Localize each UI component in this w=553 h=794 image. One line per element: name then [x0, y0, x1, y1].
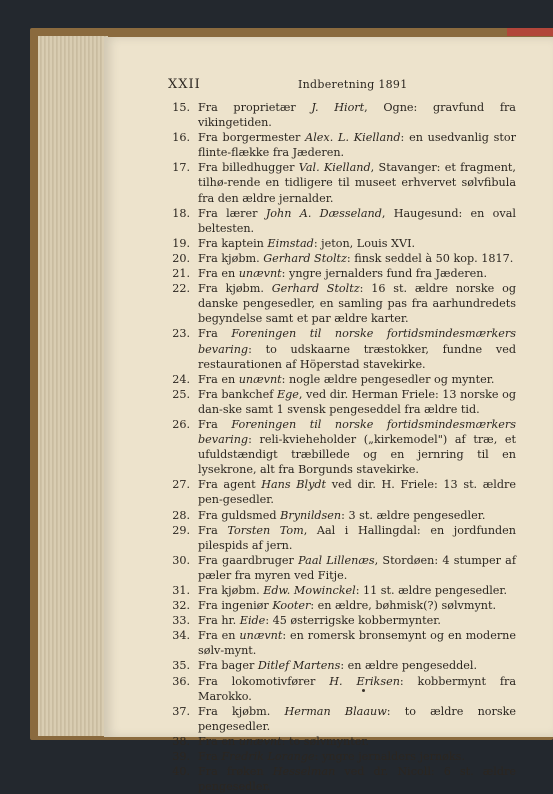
entry-text — [198, 266, 516, 281]
entry-description: ved dr. Nicoll: 6 st. ældre pengesedler. — [198, 765, 516, 794]
list-item — [166, 100, 516, 130]
running-title: Indberetning 1891 — [298, 78, 408, 91]
entry-description: : 3 st. ældre pengesedler. — [341, 508, 486, 522]
entry-text — [198, 372, 516, 387]
entry-prefix: Fra — [198, 523, 228, 537]
entry-donor-name: Kooter — [272, 599, 311, 613]
entry-text — [198, 206, 516, 236]
entry-description: : jeton, Louis XVI. — [313, 236, 416, 250]
entry-text — [198, 160, 516, 205]
entry-prefix: Fra kjøbm. — [198, 251, 264, 265]
entry-number: 20. — [172, 251, 190, 265]
entry-prefix: Fra en — [198, 267, 239, 281]
entry-prefix: Fra en — [198, 734, 239, 748]
entry-number: 33. — [172, 614, 190, 628]
list-item — [166, 734, 516, 749]
entry-description: : to sølvmynter. — [281, 734, 370, 748]
entry-number: 16. — [172, 131, 190, 145]
entry-prefix: Fra guldsmed — [198, 508, 281, 522]
entry-number: 28. — [172, 508, 190, 522]
entry-number: 29. — [172, 523, 190, 537]
entry-number: 26. — [172, 417, 190, 431]
entry-text — [198, 523, 516, 553]
entry-donor-name: Brynildsen — [280, 508, 342, 522]
entry-description: , Stavanger: et fragment, tilhø-rende en tidligere til museet erhvervet sølvfibula fra den ældre jernalder. — [198, 161, 516, 205]
entry-description: : reli-kvieheholder („kirkemodel") af træ, et ufuldstændigt træbillede og en jernring til en lysekrone, alt fra Borgunds stavekirke. — [198, 433, 516, 477]
entry-prefix: Fra proprietær — [198, 101, 312, 114]
entry-prefix: Fra en — [198, 629, 240, 643]
entry-prefix: Fra frøken — [198, 765, 273, 779]
entry-text — [198, 583, 516, 598]
entry-number: 39. — [172, 750, 190, 764]
entry-description: , ved dir. Herman Friele: 13 norske og dan-ske samt 1 svensk pengeseddel fra ældre tid. — [198, 387, 516, 416]
list-item — [166, 130, 516, 160]
list-item — [166, 206, 516, 236]
entry-description: : en usedvanlig stor flinte-flække fra Jæderen. — [198, 131, 517, 160]
entry-donor-name: Fredrik Lorange — [221, 750, 315, 764]
ink-dot — [362, 689, 365, 692]
entry-donor-name: Paal Lillenæs — [298, 553, 375, 567]
entry-donor-name: Hesselman — [272, 765, 336, 779]
entry-text — [198, 417, 516, 477]
entry-prefix: Fra lærer — [198, 206, 266, 220]
entry-number: 30. — [172, 553, 190, 567]
entry-description: : to ældre norske pengesedler. — [198, 704, 517, 733]
entry-text — [198, 236, 516, 251]
entry-description: : 16 st. ældre norske og danske pengesedler, en samling pas fra aarhundredets begyndelse samt et par ældre karter. — [198, 282, 516, 326]
list-item — [166, 583, 516, 598]
entry-text — [198, 508, 516, 523]
entry-prefix: Fra agent — [198, 478, 262, 492]
entry-prefix: Fra — [198, 327, 232, 341]
entry-number: 21. — [172, 267, 190, 281]
book-spine-label — [507, 28, 553, 36]
entry-donor-name: Eimstad — [267, 236, 314, 250]
entry-number: 32. — [172, 599, 190, 613]
entry-description: : finsk seddel à 50 kop. 1817. — [346, 251, 514, 265]
entry-donor-name: Foreningen til norske fortidsmindesmærkers bevaring — [198, 417, 516, 447]
entry-description: : en ældre pengeseddel. — [340, 659, 478, 673]
entry-donor-name: Ditlef Martens — [257, 659, 341, 673]
entry-donor-name: Foreningen til norske fortidsmindesmærkers bevaring — [198, 327, 516, 356]
entry-donor-name: Torsten Tom — [227, 523, 304, 537]
entry-donor-name: Hans Blydt — [261, 478, 327, 492]
entry-number: 19. — [172, 236, 190, 250]
entry-text — [198, 628, 516, 658]
entry-description: : yngre jernalders jernøks. — [314, 750, 465, 764]
entry-text — [198, 477, 516, 507]
entry-donor-name: J. Hiort — [311, 101, 365, 114]
list-item — [166, 236, 516, 251]
entry-text — [198, 734, 516, 749]
entry-donor-name: H. Eriksen — [329, 674, 400, 688]
entry-prefix: Fra kaptein — [198, 236, 268, 250]
entry-prefix: Fra ingeniør — [198, 599, 273, 613]
entry-description: ved dir. H. Friele: 13 st. ældre pen-gesedler. — [198, 478, 516, 507]
entry-prefix: Fra borgermester — [198, 131, 306, 145]
entry-text — [198, 281, 516, 326]
entry-text — [198, 598, 516, 613]
list-item — [166, 628, 516, 658]
entry-text — [198, 613, 516, 628]
entry-prefix: Fra bankchef — [198, 387, 277, 401]
entry-text — [198, 251, 516, 266]
entry-prefix: Fra — [198, 417, 232, 431]
book-page — [104, 37, 553, 794]
entry-prefix: Fra lokomotivfører — [198, 674, 330, 688]
entry-description: : en ældre, bøhmisk(?) sølvmynt. — [310, 599, 497, 613]
list-item — [166, 372, 516, 387]
entry-donor-name: unævnt — [238, 372, 282, 386]
entry-prefix: Fra bager — [198, 659, 258, 673]
list-item — [166, 613, 516, 628]
entry-prefix: Fra kjøbm. — [198, 282, 272, 296]
entry-description: , Aal i Hallingdal: en jordfunden pilespids af jern. — [198, 523, 517, 552]
page-edges — [38, 36, 108, 736]
entry-number: 36. — [172, 674, 190, 688]
entry-number: 38. — [172, 734, 190, 748]
list-item — [166, 523, 516, 553]
list-item — [166, 251, 516, 266]
page-number: XXII — [168, 77, 201, 92]
entry-prefix: Fra billedhugger — [198, 161, 299, 175]
entry-donor-name: Herman Blaauw — [284, 704, 387, 718]
entry-text — [198, 130, 516, 160]
entry-prefix: Fra hr. — [198, 614, 240, 628]
page-header — [168, 77, 508, 93]
entry-number: 35. — [172, 659, 190, 673]
entry-description: : to udskaarne træstokker, fundne ved restaurationen af Höperstad stavekirke. — [198, 342, 516, 371]
entry-prefix: Fra — [198, 750, 222, 764]
list-item — [166, 658, 516, 673]
entry-donor-name: unævnt — [238, 267, 282, 281]
entry-number: 24. — [172, 372, 190, 386]
entry-description: , Ogne: gravfund fra vikingetiden. — [198, 101, 516, 130]
entry-number: 34. — [172, 629, 190, 643]
entry-number: 17. — [172, 161, 190, 175]
entry-prefix: Fra kjøbm. — [198, 704, 285, 718]
entry-text — [198, 387, 516, 417]
list-item — [166, 749, 516, 764]
entry-number: 23. — [172, 327, 190, 341]
list-item — [166, 764, 516, 794]
entry-text — [198, 749, 516, 764]
list-item — [166, 281, 516, 326]
list-item — [166, 508, 516, 523]
entry-description: : nogle ældre pengesedler og mynter. — [281, 372, 495, 386]
entry-donor-name: Gerhard Stoltz — [263, 251, 347, 265]
entry-donor-name: Alex. L. Kielland — [305, 131, 401, 145]
entry-description: , Haugesund: en oval beltesten. — [198, 206, 516, 235]
entry-number: 37. — [172, 704, 190, 718]
list-item — [166, 674, 516, 704]
entry-description: : 45 østerrigske kobbermynter. — [265, 614, 441, 628]
entry-donor-name: unævnt — [239, 629, 283, 643]
entry-donor-name: Val. Kielland — [298, 161, 371, 175]
entry-number: 31. — [172, 584, 190, 597]
list-item — [166, 160, 516, 205]
entry-donor-name: Gerhard Stoltz — [271, 282, 360, 296]
list-item — [166, 598, 516, 613]
entry-text — [198, 553, 516, 583]
entry-donor-name: John A. Dæsseland — [265, 206, 382, 220]
entry-donor-name: unævnt — [238, 734, 282, 748]
entry-description: : kobbermynt fra Marokko. — [198, 674, 517, 703]
entry-prefix: Fra en — [198, 372, 239, 386]
entry-number: 27. — [172, 478, 190, 492]
list-item — [166, 477, 516, 507]
entry-donor-name: Edw. Mowinckel — [263, 584, 356, 597]
entry-donor-name: Ege — [276, 387, 299, 401]
entry-prefix: Fra gaardbruger — [198, 553, 299, 567]
list-item — [166, 417, 516, 477]
list-item — [166, 266, 516, 281]
entry-number: 15. — [172, 101, 190, 114]
list-item — [166, 704, 516, 734]
entry-text — [198, 658, 516, 673]
entry-text — [198, 764, 516, 794]
list-item — [166, 326, 516, 371]
entry-text — [198, 326, 516, 371]
entry-number: 40. — [172, 765, 190, 779]
entry-description: : en romersk bronsemynt og en moderne sølv-mynt. — [198, 629, 516, 658]
entry-number: 18. — [172, 206, 190, 220]
entry-list — [166, 100, 516, 794]
entry-donor-name: Eide — [239, 614, 266, 628]
entry-description: : 11 st. ældre pengesedler. — [355, 584, 508, 597]
list-item — [166, 553, 516, 583]
list-item — [166, 387, 516, 417]
entry-description: : yngre jernalders fund fra Jæderen. — [281, 267, 488, 281]
entry-text — [198, 674, 516, 704]
entry-text — [198, 100, 516, 130]
entry-number: 25. — [172, 387, 190, 401]
entry-text — [198, 704, 516, 734]
entry-description: , Stordøen: 4 stumper af pæler fra myren ved Fitje. — [198, 553, 516, 582]
entry-prefix: Fra kjøbm. — [198, 584, 264, 597]
entry-number: 22. — [172, 282, 190, 296]
